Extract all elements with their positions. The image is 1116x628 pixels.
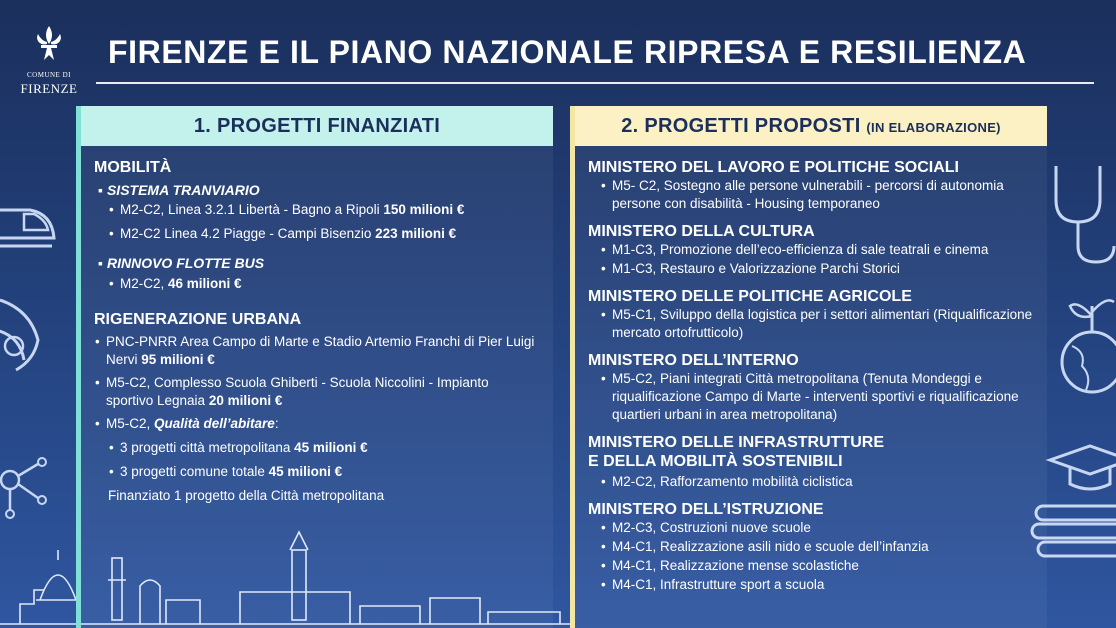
financed-note: Finanziato 1 progetto della Città metropolitana: [108, 488, 385, 503]
tram-system-heading: ▪ SISTEMA TRANVIARIO: [98, 182, 539, 198]
list-item: • M5-C2, Qualità dell’abitare:: [94, 415, 539, 433]
list-item: • M5- C2, Sostegno alle persone vulnerabili - percorsi di autonomia persone con disabilità - Housing temporaneo: [600, 177, 1033, 213]
list-item: • M2-C2, 46 milioni €: [108, 275, 539, 293]
urban-regeneration-heading: RIGENERAZIONE URBANA: [94, 311, 302, 328]
list-item: • M5-C1, Sviluppo della logistica per i settori alimentari (Riqualificazione mercato ortofrutticolo): [600, 306, 1033, 342]
ministry-interior-heading: MINISTERO DELL’INTERNO: [588, 352, 799, 369]
network-icon: [0, 450, 54, 530]
bus-fleet-heading: ▪ RINNOVO FLOTTE BUS: [98, 255, 539, 271]
list-item: • M1-C3, Restauro e Valorizzazione Parchi Storici: [600, 260, 1033, 278]
list-item: • PNC-PNRR Area Campo di Marte e Stadio Artemio Franchi di Pier Luigi Nervi 95 milioni €: [94, 333, 539, 369]
ministry-agriculture-heading: MINISTERO DELLE POLITICHE AGRICOLE: [588, 288, 912, 305]
proposed-projects-header: 2. PROGETTI PROPOSTI (IN ELABORAZIONE): [575, 106, 1047, 146]
mobility-heading: MOBILITÀ: [94, 159, 172, 176]
ministry-labour-heading: MINISTERO DEL LAVORO E POLITICHE SOCIALI: [588, 159, 959, 176]
header-note: (IN ELABORAZIONE): [866, 120, 1001, 135]
ministry-infrastructure-heading: MINISTERO DELLE INFRASTRUTTURE E DELLA MOBILITÀ SOSTENIBILI: [588, 434, 884, 470]
list-item: • M2-C2, Rafforzamento mobilità ciclistica: [600, 473, 1033, 491]
list-item: • M1-C3, Promozione dell’eco-efficienza di sale teatrali e cinema: [600, 241, 1033, 259]
financed-projects-panel: [76, 106, 553, 628]
list-item: • M2-C2 Linea 4.2 Piagge - Campi Bisenzio 223 milioni €: [108, 225, 539, 243]
list-item: • 3 progetti città metropolitana 45 milioni €: [108, 439, 539, 457]
ministry-education-heading: MINISTERO DELL’ISTRUZIONE: [588, 501, 824, 518]
globe-plant-icon: [1052, 296, 1116, 406]
list-item: • M4-C1, Infrastrutture sport a scuola: [600, 576, 1033, 594]
list-item: • M4-C1, Realizzazione asili nido e scuole dell’infanzia: [600, 538, 1033, 556]
comune-di-firenze-logo: [20, 24, 78, 97]
list-item: • M4-C1, Realizzazione mense scolastiche: [600, 557, 1033, 575]
list-item: • M5-C2, Complesso Scuola Ghiberti - Scuola Niccolini - Impianto sportivo Legnaia 20 milioni €: [94, 374, 539, 410]
proposed-projects-panel: [570, 106, 1047, 628]
title-divider: [96, 82, 1094, 84]
list-item: • 3 progetti comune totale 45 milioni €: [108, 463, 539, 481]
stethoscope-icon: [1046, 160, 1116, 270]
page-title: FIRENZE E IL PIANO NAZIONALE RIPRESA E RESILIENZA: [108, 34, 1027, 70]
logo-city-text: FIRENZE: [20, 81, 78, 96]
list-item: • M2-C3, Costruzioni nuove scuole: [600, 519, 1033, 537]
hands-heart-icon: [0, 290, 64, 400]
fleur-de-lis-icon: [32, 24, 66, 64]
logo-comune-text: COMUNE DI: [27, 71, 71, 79]
ministry-culture-heading: MINISTERO DELLA CULTURA: [588, 223, 815, 240]
list-item: • M5-C2, Piani integrati Città metropolitana (Tenuta Mondeggi e riqualificazione Campo di Marte - interventi sportivi e riqualificazione quartieri urbani in area metropolitana): [600, 370, 1033, 424]
financed-projects-header: 1. PROGETTI FINANZIATI: [81, 106, 553, 146]
list-item: • M2-C2, Linea 3.2.1 Libertà - Bagno a Ripoli 150 milioni €: [108, 201, 539, 219]
tram-icon: [0, 190, 60, 260]
